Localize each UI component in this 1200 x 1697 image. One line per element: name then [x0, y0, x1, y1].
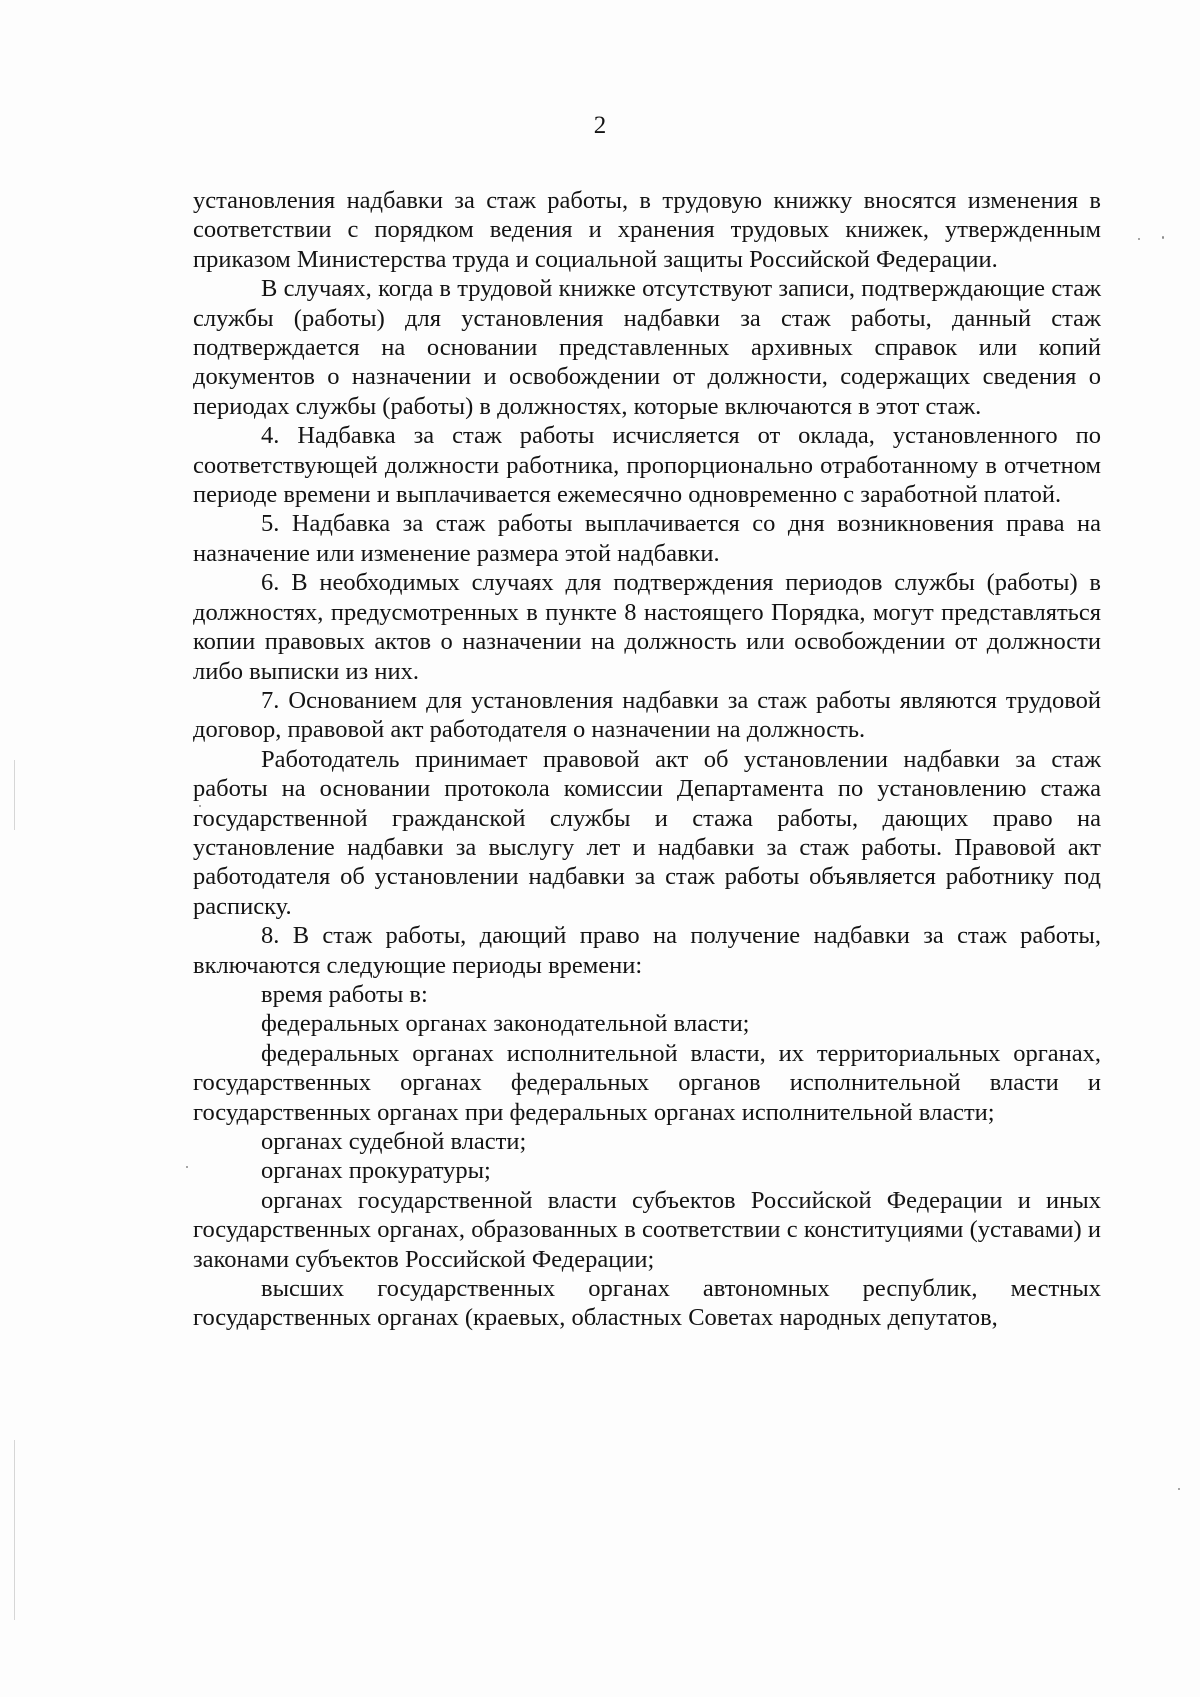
- scan-speck: [1162, 236, 1164, 239]
- list-item: время работы в:: [261, 980, 428, 1008]
- list-item: органах государственной власти субъектов Российской Федерации и иных государственных органах, образованных в соответствии с конституциями (уставами) и законами субъектов Российской Федерации;: [193, 1186, 1101, 1273]
- paragraph-item-5: 5. Надбавка за стаж работы выплачивается со дня возникновения права на назначение или изменение размера этой надбавки.: [193, 510, 1101, 567]
- list-item: органах прокуратуры;: [261, 1157, 491, 1185]
- scan-speck: [1138, 238, 1140, 240]
- scan-edge-mark: [14, 1440, 15, 1620]
- list-item: федеральных органах законодательной власти;: [261, 1010, 750, 1038]
- paragraph-item-4: 4. Надбавка за стаж работы исчисляется от оклада, установленного по соответствующей должности работника, пропорционально отработанному в отчетном периоде времени и выплачивается ежемесячно одновременно с заработной платой.: [193, 422, 1101, 509]
- paragraph-item-7: 7. Основанием для установления надбавки за стаж работы являются трудовой договор, правовой акт работодателя о назначении на должность.: [193, 686, 1101, 744]
- list-item: высших государственных органах автономных республик, местных государственных органах (краевых, областных Советах народных депутатов,: [193, 1275, 1101, 1332]
- page-number: 2: [593, 112, 607, 139]
- paragraph-item-8: 8. В стаж работы, дающий право на получение надбавки за стаж работы, включаются следующие периоды времени:: [193, 922, 1101, 979]
- list-item: органах судебной власти;: [261, 1128, 527, 1155]
- paragraph: В случаях, когда в трудовой книжке отсутствуют записи, подтверждающие стаж службы (работы) для установления надбавки за стаж работы, данный стаж подтверждается на основании представленных архивных справок или копий документов о назначении и освобождении от должности, содержащих сведения о периодах службы (работы) в должностях, которые включаются в этот стаж.: [193, 275, 1101, 420]
- scan-edge-mark: [14, 760, 15, 830]
- scan-speck: [1178, 1488, 1180, 1490]
- scan-speck: [186, 1166, 188, 1168]
- document-body: [193, 186, 1101, 1333]
- list-item: федеральных органах исполнительной власти, их территориальных органах, государственных органах федеральных органов исполнительной власти и государственных органах при федеральных органах исполнительной власти;: [193, 1039, 1101, 1126]
- paragraph: Работодатель принимает правовой акт об установлении надбавки за стаж работы на основании протокола комиссии Департамента по установлению стажа государственной гражданской службы и стажа работы, дающих право на установление надбавки за выслугу лет и надбавки за стаж работы. Правовой акт работодателя об установлении надбавки за стаж работы объявляется работнику под расписку.: [193, 745, 1101, 920]
- paragraph-item-6: 6. В необходимых случаях для подтверждения периодов службы (работы) в должностях, предусмотренных в пункте 8 настоящего Порядка, могут представляться копии правовых актов о назначении на должность или освобождении от должности либо выписки из них.: [193, 569, 1101, 685]
- paragraph: установления надбавки за стаж работы, в трудовую книжку вносятся изменения в соответствии с порядком ведения и хранения трудовых книжек, утвержденным приказом Министерства труда и социальной защиты Российской Федерации.: [193, 187, 1101, 273]
